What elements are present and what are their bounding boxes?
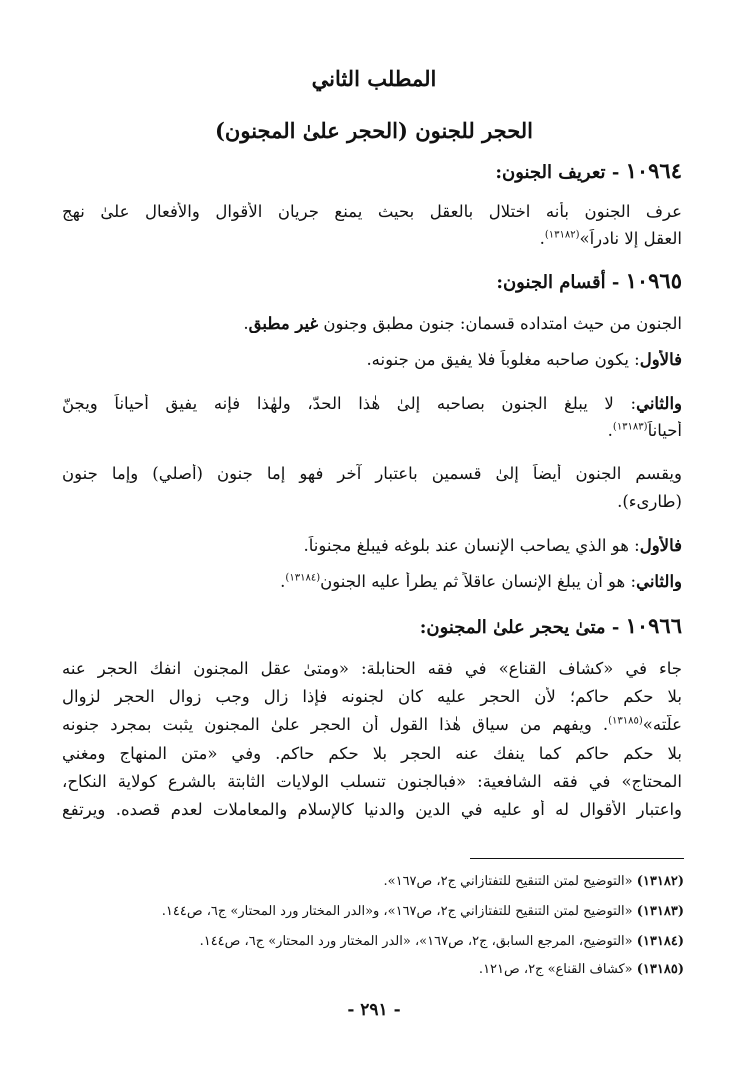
line-text: الجنون من حيث امتداده قسمان: جنون مطبق وجنون bbox=[323, 314, 682, 333]
paragraph-line bbox=[62, 715, 682, 734]
bold-term: فالأول bbox=[639, 536, 682, 555]
heading-text: - أقسام الجنون: bbox=[496, 272, 620, 293]
line-text: . bbox=[243, 314, 249, 333]
footnote-number: (١٣١٨٥) bbox=[636, 962, 684, 977]
footnote-number: (١٣١٨٢) bbox=[636, 874, 684, 889]
line-text: : هو أن يبلغ الإنسان عاقلاً ثم يطرأ عليه الجنون bbox=[320, 572, 637, 591]
line-text: . ويفهم من سياق هٰذا القول أن الحجر علىٰ المجنون يثبت بمجرد جنونه bbox=[62, 715, 609, 734]
footnote-text: «التوضيح لمتن التنقيح للتفتازاني ج٢، ص١٦٧»، و«الدر المختار ورد المحتار» ج٦، ص١٤٤. bbox=[161, 904, 633, 919]
heading-number: ١٠٩٦٦ bbox=[625, 613, 682, 638]
bold-term: والثاني bbox=[636, 572, 682, 591]
footnote-ref: (١٣١٨٢) bbox=[544, 229, 580, 241]
footnote-number: (١٣١٨٣) bbox=[636, 904, 684, 919]
paragraph-line bbox=[62, 229, 682, 248]
footnote-ref: (١٣١٨٣) bbox=[612, 421, 648, 433]
paragraph-line: (طارىء). bbox=[617, 492, 682, 511]
footnote bbox=[40, 934, 684, 949]
line-text: . bbox=[607, 421, 613, 440]
line-text: العقل إلا نادراً» bbox=[579, 229, 682, 248]
line-text: . bbox=[280, 572, 286, 591]
section-subtitle: الحجر للجنون (الحجر علىٰ المجنون) bbox=[214, 118, 533, 143]
bold-term: والثاني bbox=[636, 394, 682, 413]
paragraph-line: بلا حكم حاكم كما ينفك عنه الحجر بلا حكم حاكم. وفي «متن المنهاج ومغني bbox=[62, 744, 682, 763]
footnote-number: (١٣١٨٤) bbox=[636, 934, 684, 949]
paragraph-line: جاء في «كشاف القناع» في فقه الحنابلة: «ومتىٰ عقل المجنون انفك الحجر عنه bbox=[62, 659, 682, 678]
heading-when bbox=[420, 613, 682, 638]
heading-definition bbox=[495, 158, 682, 183]
paragraph-line: ويقسم الجنون أيضاً إلىٰ قسمين باعتبار آخر فهو إما جنون (أصلي) وإما جنون bbox=[62, 464, 682, 483]
footnote-text: «التوضيح، المرجع السابق، ج٢، ص١٦٧»، «الدر المختار ورد المحتار» ج٦، ص١٤٤. bbox=[199, 934, 633, 949]
paragraph-line bbox=[62, 350, 682, 369]
footnote-ref: (١٣١٨٥) bbox=[608, 715, 643, 727]
paragraph-line bbox=[62, 314, 682, 333]
heading-text: - تعريف الجنون: bbox=[495, 162, 620, 183]
line-text: : هو الذي يصاحب الإنسان عند بلوغه فيبلغ مجنوناً. bbox=[303, 536, 640, 555]
bold-term: فالأول bbox=[639, 350, 682, 369]
heading-text: - متىٰ يحجر علىٰ المجنون: bbox=[419, 617, 620, 638]
footnote bbox=[40, 962, 684, 977]
heading-number: ١٠٩٦٤ bbox=[625, 158, 682, 183]
paragraph-line: المحتاج» في فقه الشافعية: «فبالجنون تنسلب الولايات الثابتة بالشرع كولاية النكاح، bbox=[62, 772, 682, 791]
footnote-ref: (١٣١٨٤) bbox=[285, 572, 321, 584]
heading-number: ١٠٩٦٥ bbox=[625, 268, 682, 293]
paragraph-line bbox=[62, 536, 682, 555]
footnote bbox=[40, 904, 684, 919]
footnote-divider bbox=[470, 858, 684, 859]
paragraph-line bbox=[62, 572, 682, 591]
line-text: أحياناً bbox=[647, 421, 682, 440]
footnote-text: «كشاف القناع» ج٢، ص١٢١. bbox=[478, 962, 633, 977]
section-title: المطلب الثاني bbox=[311, 66, 437, 91]
heading-types bbox=[496, 268, 682, 293]
line-text: علّته» bbox=[642, 715, 682, 734]
bold-term: غير مطبق bbox=[248, 314, 319, 333]
paragraph-line: بلا حكم حاكم؛ لأن الحجر عليه كان لجنونه فإذا زال وجب زوال الحجر لزوال bbox=[62, 687, 682, 706]
paragraph-line: عرف الجنون بأنه اختلال بالعقل بحيث يمنع جريان الأقوال والأفعال علىٰ نهج bbox=[62, 202, 682, 221]
footnote-text: «التوضيح لمتن التنقيح للتفتازاني ج٢، ص١٦٧». bbox=[383, 874, 633, 889]
footnote bbox=[40, 874, 684, 889]
line-text: : لا يبلغ الجنون بصاحبه إلىٰ هٰذا الحدّ، ولهٰذا فإنه يفيق أحياناً ويجنّ bbox=[62, 394, 637, 413]
paragraph-line bbox=[62, 394, 682, 413]
paragraph-line bbox=[62, 421, 682, 440]
line-text: . bbox=[539, 229, 545, 248]
line-text: : يكون صاحبه مغلوباً فلا يفيق من جنونه. bbox=[366, 350, 640, 369]
page-number: - ٢٩١ - bbox=[347, 1000, 401, 1020]
paragraph-line: واعتبار الأقوال له أو عليه في الدين والدنيا كالإسلام والمعاملات لعدم قصده. ويرتفع bbox=[62, 800, 682, 819]
